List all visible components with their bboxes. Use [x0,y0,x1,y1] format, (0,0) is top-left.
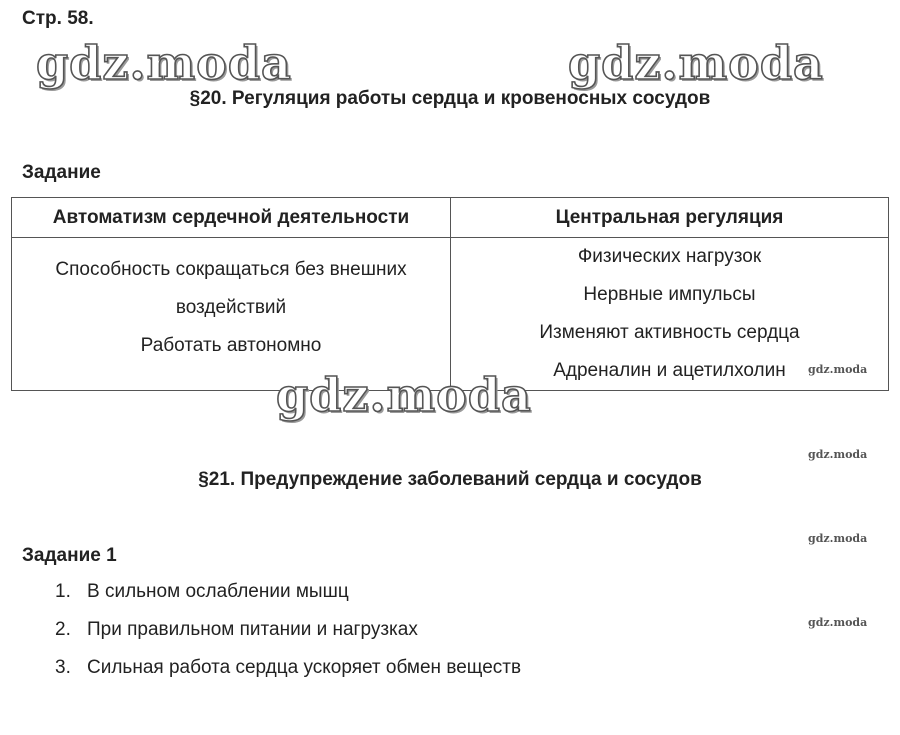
task-table [11,197,889,391]
page-number: Стр. 58. [22,8,94,29]
list-item-text: Сильная работа сердца ускоряет обмен веществ [87,657,522,678]
cell-line: Адреналин и ацетилхолин [553,360,786,381]
watermark-small: gdz.moda [808,616,868,629]
answer-list [55,573,521,687]
table-header-central-regulation: Центральная регуляция [451,198,889,238]
list-item-number: 1. [55,581,71,602]
watermark-logo: gdz.moda [36,36,292,90]
cell-line: Изменяют активность сердца [539,322,800,343]
watermark-logo: gdz.moda [276,368,532,422]
table-header-automatism: Автоматизм сердечной деятельности [12,198,451,238]
cell-line: Способность сокращаться без внешних [55,259,407,280]
cell-line: Работать автономно [140,335,322,356]
watermark-small: gdz.moda [808,448,868,461]
cell-line: Физических нагрузок [577,246,762,267]
section-20-task-label: Задание [22,162,101,183]
list-item-number: 2. [55,619,71,640]
cell-line: Нервные импульсы [583,284,756,305]
section-21-task-label: Задание 1 [22,545,117,566]
section-20-title: §20. Регуляция работы сердца и кровеносных сосудов [189,88,711,109]
watermark-small: gdz.moda [808,532,868,545]
list-item [55,573,521,611]
list-item [55,611,521,649]
watermark-small: gdz.moda [808,363,868,376]
list-item-number: 3. [55,657,71,678]
cell-line: воздействий [175,297,287,318]
table-header-row [12,198,889,238]
list-item [55,649,521,687]
watermark-logo: gdz.moda [568,36,824,90]
list-item-text: При правильном питании и нагрузках [87,619,418,640]
section-21-title: §21. Предупреждение заболеваний сердца и сосудов [198,469,702,490]
list-item-text: В сильном ослаблении мышц [87,581,349,602]
